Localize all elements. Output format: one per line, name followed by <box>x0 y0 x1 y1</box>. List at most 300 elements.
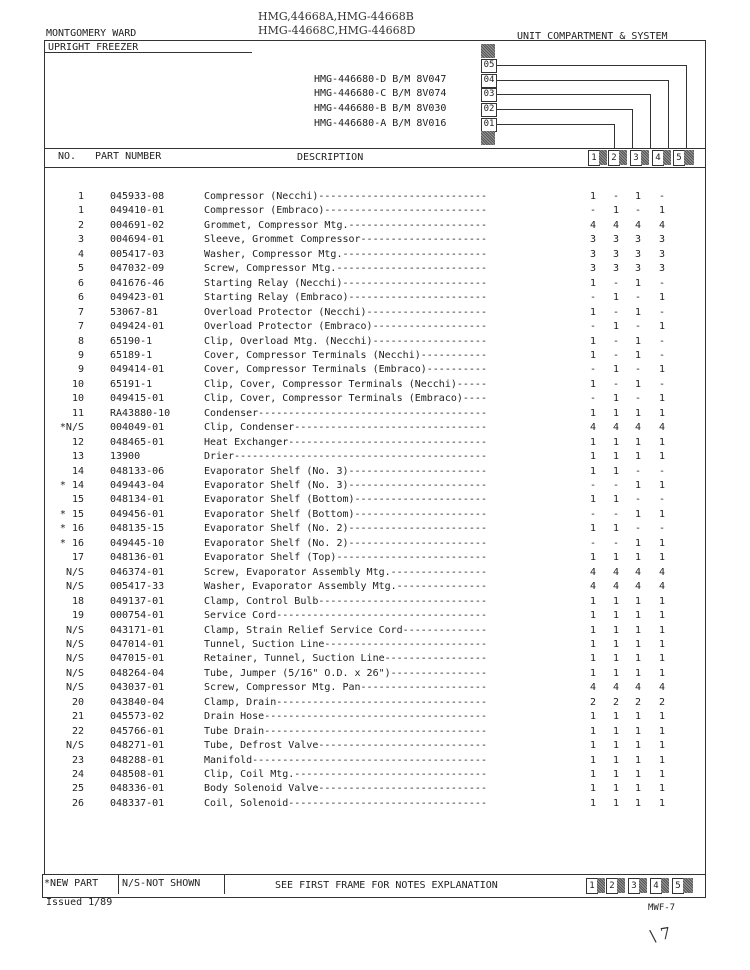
quantity-col-4: 1 <box>658 783 666 795</box>
item-number: *N/S <box>59 422 84 434</box>
connector-01 <box>496 124 614 125</box>
table-row <box>0 725 750 739</box>
quantity-col-4: 3 <box>658 263 666 275</box>
part-description: Screw, Evaporator Assembly Mtg.---------------- <box>204 566 487 578</box>
part-description: Compressor (Necchi)---------------------------- <box>204 191 487 202</box>
quantity-col-1: - <box>589 393 597 405</box>
quantity-col-4: - <box>658 191 666 202</box>
part-description: Tube, Defrost Valve---------------------------- <box>204 740 487 752</box>
quantity-col-1: 1 <box>589 624 597 636</box>
unit-col-sep <box>641 150 649 165</box>
quantity-col-3: 1 <box>634 667 642 679</box>
part-description: Coil, Solenoid--------------------------------- <box>204 797 487 809</box>
item-number: 12 <box>71 436 84 448</box>
quantity-col-1: 4 <box>589 566 597 578</box>
quantity-col-1: 1 <box>589 725 597 737</box>
table-row <box>0 595 750 609</box>
col-no: NO. <box>58 151 77 162</box>
item-number: N/S <box>65 581 84 593</box>
quantity-col-3: 1 <box>634 624 642 636</box>
part-description: Manifold--------------------------------------- <box>204 754 487 766</box>
connector-05 <box>496 65 686 66</box>
table-row <box>0 190 750 204</box>
quantity-col-3: 1 <box>634 740 642 752</box>
item-number: 9 <box>77 349 84 361</box>
quantity-col-3: 1 <box>634 277 642 289</box>
quantity-col-1: 1 <box>589 335 597 347</box>
quantity-col-1: 1 <box>589 494 597 506</box>
quantity-col-3: - <box>634 292 642 304</box>
quantity-col-2: 1 <box>612 624 620 636</box>
table-row <box>0 349 750 363</box>
quantity-col-3: 3 <box>634 248 642 260</box>
table-row <box>0 580 750 594</box>
table-row <box>0 522 750 536</box>
item-number: N/S <box>65 667 84 679</box>
quantity-col-3: 1 <box>634 638 642 650</box>
code-box-05: 05 <box>481 59 497 73</box>
quantity-col-3: - <box>634 494 642 506</box>
part-number: 13900 <box>110 451 141 463</box>
quantity-col-3: - <box>634 321 642 333</box>
quantity-col-4: 1 <box>658 638 666 650</box>
footer-unit-col-sep <box>661 878 669 893</box>
quantity-col-1: 1 <box>589 523 597 535</box>
quantity-col-2: 1 <box>612 610 620 622</box>
part-description: Clip, Overload Mtg. (Necchi)------------------- <box>204 335 487 347</box>
quantity-col-3: 1 <box>634 407 642 419</box>
quantity-col-2: 3 <box>612 263 620 275</box>
quantity-col-1: 1 <box>589 783 597 795</box>
part-number: 000754-01 <box>110 610 165 622</box>
item-number: 26 <box>71 797 84 809</box>
item-number: 8 <box>77 335 84 347</box>
table-row <box>0 609 750 623</box>
item-number: 23 <box>71 754 84 766</box>
unit-col-sep <box>599 150 607 165</box>
item-number: 24 <box>71 769 84 780</box>
quantity-col-2: - <box>612 537 620 549</box>
quantity-col-1: 1 <box>589 638 597 650</box>
part-number: 005417-33 <box>110 581 165 593</box>
quantity-col-2: 4 <box>612 682 620 694</box>
part-number: 043037-01 <box>110 682 165 694</box>
table-row <box>0 320 750 334</box>
notes-explanation: SEE FIRST FRAME FOR NOTES EXPLANATION <box>275 880 498 891</box>
quantity-col-4: - <box>658 335 666 347</box>
quantity-col-4: 1 <box>658 393 666 405</box>
part-number: 045573-02 <box>110 711 165 723</box>
quantity-col-3: 1 <box>634 191 642 202</box>
part-description: Clamp, Drain----------------------------------- <box>204 696 487 708</box>
part-description: Drier------------------------------------------ <box>204 451 487 463</box>
part-number: 041676-46 <box>110 277 165 289</box>
part-number: 043171-01 <box>110 624 165 636</box>
part-description: Retainer, Tunnel, Suction Line----------------- <box>204 653 487 665</box>
quantity-col-3: 3 <box>634 234 642 246</box>
part-description: Cover, Compressor Terminals (Embraco)---------- <box>204 364 487 376</box>
quantity-col-3: - <box>634 205 642 217</box>
quantity-col-4: 1 <box>658 595 666 607</box>
part-number: 043840-04 <box>110 696 165 708</box>
footer-unit-col-4: 4 <box>650 878 662 894</box>
quantity-col-4: 1 <box>658 667 666 679</box>
part-number: 049423-01 <box>110 292 165 304</box>
part-description: Evaporator Shelf (Bottom)---------------------- <box>204 508 487 520</box>
quantity-col-4: 4 <box>658 682 666 694</box>
code-dark-top <box>481 44 495 58</box>
part-description: Compressor (Embraco)--------------------------- <box>204 205 487 217</box>
quantity-col-4: 1 <box>658 537 666 549</box>
item-number: 1 <box>77 205 84 217</box>
quantity-col-2: 1 <box>612 523 620 535</box>
item-number: 13 <box>71 451 84 463</box>
unit-col-5: 5 <box>673 150 685 166</box>
quantity-col-2: 4 <box>612 422 620 434</box>
legend-not-shown: N/S-NOT SHOWN <box>118 874 225 894</box>
quantity-col-3: 1 <box>634 537 642 549</box>
table-row <box>0 782 750 796</box>
quantity-col-4: 1 <box>658 797 666 809</box>
quantity-col-3: 1 <box>634 595 642 607</box>
quantity-col-1: 1 <box>589 191 597 202</box>
quantity-col-4: 1 <box>658 508 666 520</box>
code-box-03: 03 <box>481 88 497 102</box>
connector-02-v <box>632 109 633 148</box>
part-number: 048508-01 <box>110 769 165 780</box>
quantity-col-4: 4 <box>658 219 666 231</box>
quantity-col-4: 1 <box>658 725 666 737</box>
quantity-col-4: - <box>658 378 666 390</box>
connector-05-v <box>686 65 687 148</box>
part-number: 048288-01 <box>110 754 165 766</box>
quantity-col-4: - <box>658 494 666 506</box>
item-number: N/S <box>65 682 84 694</box>
quantity-col-2: 1 <box>612 292 620 304</box>
quantity-col-2: 1 <box>612 407 620 419</box>
part-number: 047015-01 <box>110 653 165 665</box>
quantity-col-2: 1 <box>612 783 620 795</box>
part-number: 049445-10 <box>110 537 165 549</box>
quantity-col-2: 1 <box>612 595 620 607</box>
table-row <box>0 493 750 507</box>
table-row <box>0 652 750 666</box>
table-row <box>0 667 750 681</box>
quantity-col-3: 1 <box>634 797 642 809</box>
quantity-col-1: 1 <box>589 610 597 622</box>
quantity-col-3: 4 <box>634 422 642 434</box>
handwritten-models-line2: HMG-44668C,HMG-44668D <box>258 24 416 37</box>
code-box-02: 02 <box>481 103 497 117</box>
quantity-col-3: 4 <box>634 581 642 593</box>
quantity-col-1: 1 <box>589 349 597 361</box>
part-description: Starting Relay (Necchi)------------------------ <box>204 277 487 289</box>
model-line-d: HMG-446680-D B/M 8V047 <box>314 74 447 85</box>
part-number: 045933-08 <box>110 191 165 202</box>
quantity-col-4: - <box>658 306 666 318</box>
issued-date: Issued 1/89 <box>46 897 113 908</box>
quantity-col-1: 4 <box>589 682 597 694</box>
connector-02 <box>496 109 632 110</box>
part-description: Heat Exchanger--------------------------------- <box>204 436 487 448</box>
part-description: Sleeve, Grommet Compressor--------------------- <box>204 234 487 246</box>
quantity-col-4: 1 <box>658 407 666 419</box>
connector-01-v <box>614 124 615 148</box>
quantity-col-3: 1 <box>634 451 642 463</box>
item-number: 21 <box>71 711 84 723</box>
quantity-col-1: 1 <box>589 797 597 809</box>
quantity-col-1: 1 <box>589 378 597 390</box>
quantity-col-2: 1 <box>612 494 620 506</box>
item-number: 19 <box>71 610 84 622</box>
product-name: UPRIGHT FREEZER <box>48 42 139 53</box>
quantity-col-3: 4 <box>634 682 642 694</box>
item-number: 6 <box>77 292 84 304</box>
quantity-col-1: 4 <box>589 219 597 231</box>
part-number: 048337-01 <box>110 797 165 809</box>
quantity-col-3: 1 <box>634 552 642 564</box>
part-number: 048271-01 <box>110 740 165 752</box>
part-number: 049424-01 <box>110 321 165 333</box>
quantity-col-1: 1 <box>589 653 597 665</box>
item-number: 4 <box>77 248 84 260</box>
table-row <box>0 436 750 450</box>
quantity-col-1: 1 <box>589 306 597 318</box>
quantity-col-3: 1 <box>634 711 642 723</box>
item-number: N/S <box>65 740 84 752</box>
quantity-col-2: 1 <box>612 393 620 405</box>
quantity-col-2: - <box>612 306 620 318</box>
part-description: Clip, Cover, Compressor Terminals (Necchi)----- <box>204 378 487 390</box>
table-row <box>0 248 750 262</box>
table-row <box>0 465 750 479</box>
part-number: 65189-1 <box>110 349 153 361</box>
item-number: 20 <box>71 696 84 708</box>
item-number: * 15 <box>59 508 84 520</box>
quantity-col-3: 3 <box>634 263 642 275</box>
quantity-col-3: 1 <box>634 335 642 347</box>
quantity-col-2: 1 <box>612 321 620 333</box>
quantity-col-2: - <box>612 508 620 520</box>
unit-col-sep <box>663 150 671 165</box>
table-row <box>0 450 750 464</box>
table-row <box>0 421 750 435</box>
part-number: 004694-01 <box>110 234 165 246</box>
quantity-col-2: 1 <box>612 711 620 723</box>
item-number: 2 <box>77 219 84 231</box>
part-number: 049456-01 <box>110 508 165 520</box>
section-title: UNIT COMPARTMENT & SYSTEM <box>517 31 668 42</box>
quantity-col-4: - <box>658 277 666 289</box>
quantity-col-3: 1 <box>634 306 642 318</box>
part-number: 65190-1 <box>110 335 153 347</box>
part-number: 004691-02 <box>110 219 165 231</box>
quantity-col-3: 2 <box>634 696 642 708</box>
table-row <box>0 551 750 565</box>
part-description: Tube, Jumper (5/16" O.D. x 26")---------------- <box>204 667 487 679</box>
item-number: 1 <box>77 191 84 202</box>
table-row <box>0 407 750 421</box>
quantity-col-4: 3 <box>658 248 666 260</box>
part-description: Evaporator Shelf (No. 3)----------------------- <box>204 480 487 491</box>
part-description: Washer, Compressor Mtg.------------------------ <box>204 248 487 260</box>
quantity-col-1: - <box>589 292 597 304</box>
unit-col-sep <box>684 150 694 165</box>
quantity-col-4: 1 <box>658 624 666 636</box>
quantity-col-1: 1 <box>589 595 597 607</box>
connector-03 <box>496 94 650 95</box>
quantity-col-2: 4 <box>612 566 620 578</box>
quantity-col-4: 1 <box>658 321 666 333</box>
quantity-col-1: 1 <box>589 552 597 564</box>
table-row <box>0 739 750 753</box>
part-description: Starting Relay (Embraco)----------------------- <box>204 292 487 304</box>
quantity-col-3: - <box>634 465 642 477</box>
part-description: Drain Hose------------------------------------- <box>204 711 487 723</box>
quantity-col-4: 1 <box>658 740 666 752</box>
quantity-col-1: 2 <box>589 696 597 708</box>
table-row <box>0 204 750 218</box>
col-description: DESCRIPTION <box>297 152 364 163</box>
code-dark-bottom <box>481 131 495 145</box>
table-row <box>0 537 750 551</box>
unit-col-4: 4 <box>652 150 664 166</box>
item-number: N/S <box>65 624 84 636</box>
quantity-col-3: 1 <box>634 725 642 737</box>
quantity-col-3: 1 <box>634 653 642 665</box>
quantity-col-2: 1 <box>612 725 620 737</box>
item-number: 9 <box>77 364 84 376</box>
footer-unit-col-sep <box>597 878 605 893</box>
table-row <box>0 624 750 638</box>
part-description: Clip, Coil Mtg.-------------------------------- <box>204 769 487 780</box>
part-description: Evaporator Shelf (No. 2)----------------------- <box>204 537 487 549</box>
model-line-a: HMG-446680-A B/M 8V016 <box>314 118 447 129</box>
quantity-col-3: 1 <box>634 349 642 361</box>
part-description: Cover, Compressor Terminals (Necchi)----------- <box>204 349 487 361</box>
quantity-col-1: 1 <box>589 740 597 752</box>
table-row <box>0 233 750 247</box>
table-row <box>0 277 750 291</box>
table-row <box>0 508 750 522</box>
part-description: Tube Drain------------------------------------- <box>204 725 487 737</box>
quantity-col-3: 1 <box>634 480 642 491</box>
part-number: 048135-15 <box>110 523 165 535</box>
item-number: N/S <box>65 638 84 650</box>
quantity-col-3: 1 <box>634 754 642 766</box>
quantity-col-4: 1 <box>658 769 666 780</box>
footer-unit-col-sep <box>683 878 693 893</box>
quantity-col-4: 3 <box>658 234 666 246</box>
quantity-col-1: 4 <box>589 581 597 593</box>
table-row <box>0 219 750 233</box>
item-number: * 16 <box>59 523 84 535</box>
footer-unit-col-sep <box>639 878 647 893</box>
item-number: 15 <box>71 494 84 506</box>
table-row <box>0 392 750 406</box>
item-number: 5 <box>77 263 84 275</box>
quantity-col-2: 1 <box>612 667 620 679</box>
part-description: Overload Protector (Necchi)-------------------- <box>204 306 487 318</box>
quantity-col-4: 1 <box>658 364 666 376</box>
quantity-col-4: 1 <box>658 205 666 217</box>
item-number: N/S <box>65 653 84 665</box>
quantity-col-4: 1 <box>658 754 666 766</box>
table-row <box>0 262 750 276</box>
quantity-col-2: 4 <box>612 581 620 593</box>
quantity-col-1: - <box>589 537 597 549</box>
part-description: Body Solenoid Valve---------------------------- <box>204 783 487 795</box>
quantity-col-1: 1 <box>589 711 597 723</box>
quantity-col-2: - <box>612 191 620 202</box>
footer-unit-col-1: 1 <box>586 878 598 894</box>
quantity-col-1: 3 <box>589 263 597 275</box>
part-number: 048465-01 <box>110 436 165 448</box>
quantity-col-4: - <box>658 465 666 477</box>
part-number: 049414-01 <box>110 364 165 376</box>
quantity-col-2: - <box>612 335 620 347</box>
table-row <box>0 638 750 652</box>
part-description: Overload Protector (Embraco)------------------- <box>204 321 487 333</box>
part-number: 049443-04 <box>110 480 165 491</box>
quantity-col-4: - <box>658 523 666 535</box>
part-number: 048264-04 <box>110 667 165 679</box>
quantity-col-1: 1 <box>589 277 597 289</box>
part-description: Clamp, Control Bulb---------------------------- <box>204 595 487 607</box>
quantity-col-1: 3 <box>589 248 597 260</box>
quantity-col-2: 1 <box>612 436 620 448</box>
quantity-col-4: 2 <box>658 696 666 708</box>
quantity-col-4: 1 <box>658 480 666 491</box>
quantity-col-3: 4 <box>634 219 642 231</box>
part-number: 046374-01 <box>110 566 165 578</box>
quantity-col-3: 1 <box>634 378 642 390</box>
unit-col-3: 3 <box>630 150 642 166</box>
part-description: Screw, Compressor Mtg.------------------------- <box>204 263 487 275</box>
quantity-col-1: 4 <box>589 422 597 434</box>
part-number: RA43880-10 <box>110 407 171 419</box>
brand-name: MONTGOMERY WARD <box>46 28 137 39</box>
quantity-col-3: 1 <box>634 769 642 780</box>
model-line-c: HMG-446680-C B/M 8V074 <box>314 88 447 99</box>
quantity-col-1: 1 <box>589 754 597 766</box>
quantity-col-3: 1 <box>634 610 642 622</box>
quantity-col-2: 1 <box>612 653 620 665</box>
table-row <box>0 291 750 305</box>
quantity-col-1: - <box>589 321 597 333</box>
part-description: Grommet, Compressor Mtg.----------------------- <box>204 219 487 231</box>
part-number: 048336-01 <box>110 783 165 795</box>
quantity-col-2: 1 <box>612 769 620 780</box>
quantity-col-1: - <box>589 508 597 520</box>
part-description: Evaporator Shelf (No. 2)----------------------- <box>204 523 487 535</box>
item-number: 10 <box>71 378 84 390</box>
quantity-col-2: 1 <box>612 451 620 463</box>
part-description: Clip, Cover, Compressor Terminals (Embraco)---- <box>204 393 487 405</box>
part-description: Evaporator Shelf (No. 3)----------------------- <box>204 465 487 477</box>
part-description: Evaporator Shelf (Top)------------------------- <box>204 552 487 564</box>
quantity-col-2: - <box>612 277 620 289</box>
table-row <box>0 797 750 811</box>
item-number: 18 <box>71 595 84 607</box>
quantity-col-4: 1 <box>658 711 666 723</box>
quantity-col-1: 1 <box>589 407 597 419</box>
item-number: 17 <box>71 552 84 564</box>
item-number: * 14 <box>59 480 84 491</box>
page-code: MWF-7 <box>648 903 676 913</box>
quantity-col-4: 1 <box>658 653 666 665</box>
part-number: 049410-01 <box>110 205 165 217</box>
